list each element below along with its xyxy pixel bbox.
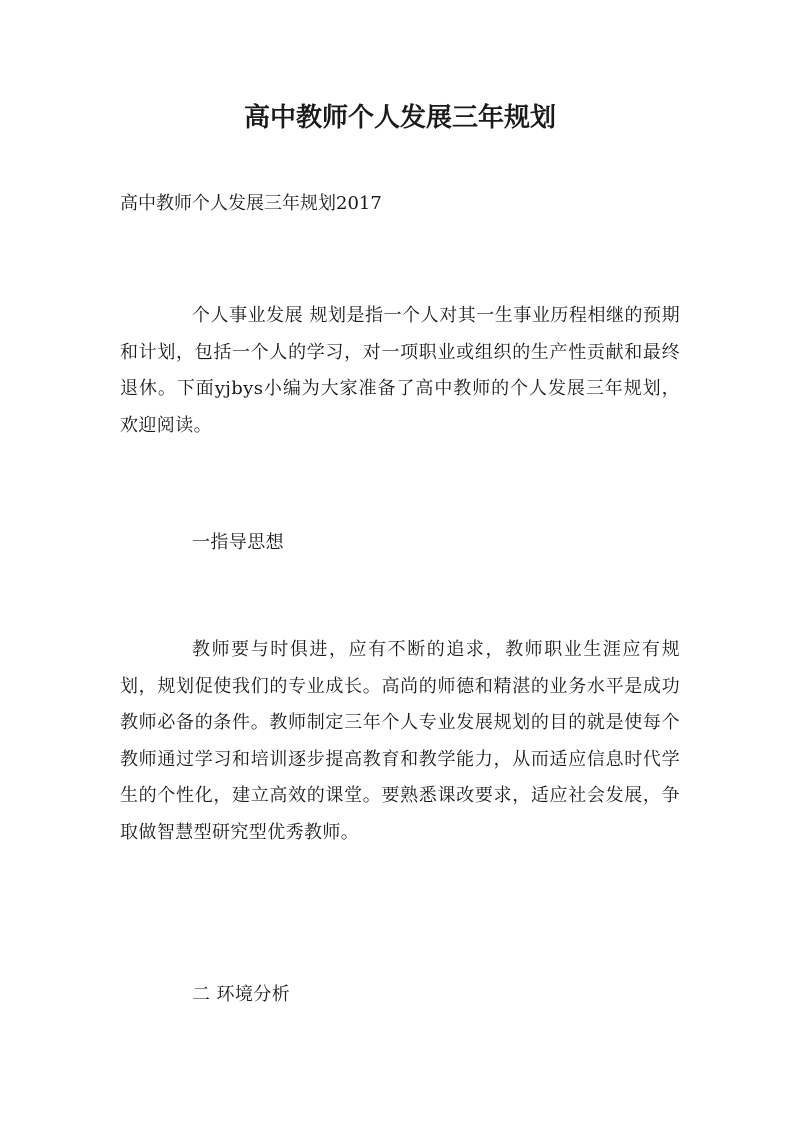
intro-paragraph: 个人事业发展 规划是指一个人对其一生事业历程相继的预期和计划，包括一个人的学习，对一项职业或组织的生产性贡献和最终退休。下面yjbys小编为大家准备了高中教师的个人发展三年规划，欢迎阅读。 xyxy=(120,305,680,436)
document-subtitle: 高中教师个人发展三年规划2017 xyxy=(120,193,382,214)
guiding-thought-paragraph: 教师要与时俱进，应有不断的追求，教师职业生涯应有规划，规划促使我们的专业成长。高尚的师德和精湛的业务水平是成功教师必备的条件。教师制定三年个人专业发展规划的目的就是使每个教师通过学习和培训逐步提高教育和教学能力，从而适应信息时代学生的个性化，建立高效的课堂。要熟悉课改要求，适应社会发展，争取做智慧型研究型优秀教师。 xyxy=(120,639,680,843)
section-heading-environment-analysis: 二 环境分析 xyxy=(192,984,291,1005)
section-heading-guiding-thought: 一指导思想 xyxy=(192,532,284,553)
document-title: 高中教师个人发展三年规划 xyxy=(243,103,556,133)
